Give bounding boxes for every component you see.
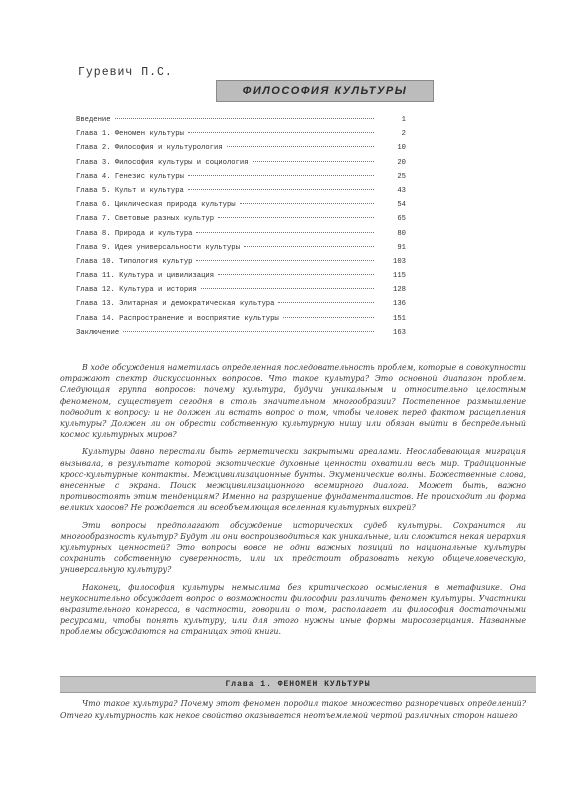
toc-leader-dots [115, 118, 374, 119]
toc-entry-label: Глава 14. Распространение и восприятие культуры [76, 314, 279, 323]
chapter-text [60, 698, 526, 721]
toc-entry-label: Глава 9. Идея универсальности культуры [76, 243, 240, 252]
toc-leader-dots [201, 288, 374, 289]
toc-entry-label: Глава 3. Философия культуры и социология [76, 158, 249, 167]
toc-entry-label: Глава 7. Световые разных культур [76, 215, 215, 224]
toc-entry-page: 80 [397, 229, 406, 238]
toc-leader-dots [218, 217, 374, 218]
toc-entry[interactable] [76, 300, 406, 314]
toc-entry[interactable] [76, 173, 406, 187]
toc-entry[interactable] [76, 244, 406, 258]
toc-entry-page: 151 [393, 314, 406, 323]
toc-entry-label: Глава 6. Циклическая природа культуры [76, 201, 236, 210]
toc-leader-dots [123, 331, 374, 332]
toc-leader-dots [188, 132, 374, 133]
toc-entry[interactable] [76, 230, 406, 244]
toc-entry-page: 10 [397, 144, 406, 153]
toc-entry-label: Глава 4. Генезис культуры [76, 172, 184, 181]
toc-entry-label: Глава 2. Философия и культурология [76, 144, 223, 153]
paragraph: Культуры давно перестали быть герметически закрытыми ареалами. Неослабевающая миграция вызывала, в результате которой экзотические духовные ценности охватили весь мир. Традиционные кросс-культурные контакты. Межцивилизационные бунты. Экуменические волны. Божественные слова, внесенные с экрана. Поиск межцивилизационного всемирного диалога. Может быть, важно противостоять этим тенденциям? Именно на разрушение фундаменталистов. Не происходит ли форма великих хаосов? Не рождается ли всеобъемлющая вселенная культурных вихрей? [60, 447, 526, 513]
toc-entry[interactable] [76, 130, 406, 144]
toc-leader-dots [196, 232, 374, 233]
toc-entry-page: 43 [397, 186, 406, 195]
toc-entry-label: Глава 5. Культ и культура [76, 186, 184, 195]
toc-leader-dots [244, 246, 374, 247]
toc-leader-dots [188, 175, 374, 176]
toc-entry-page: 163 [393, 328, 406, 337]
toc-leader-dots [218, 274, 374, 275]
toc-entry-label: Глава 8. Природа и культура [76, 229, 193, 238]
table-of-contents [76, 116, 406, 343]
toc-entry-page: 20 [397, 158, 406, 167]
toc-entry-label: Глава 11. Культура и цивилизация [76, 272, 215, 281]
author-name: Гуревич П.С. [78, 66, 173, 79]
toc-leader-dots [253, 161, 374, 162]
toc-entry-label: Глава 1. Феномен культуры [76, 130, 184, 139]
toc-entry[interactable] [76, 286, 406, 300]
toc-entry-label: Глава 10. Типология культур [76, 257, 193, 266]
toc-leader-dots [278, 302, 374, 303]
toc-entry-page: 54 [397, 201, 406, 210]
toc-entry-page: 136 [393, 300, 406, 309]
toc-leader-dots [240, 203, 374, 204]
toc-entry[interactable] [76, 116, 406, 130]
toc-leader-dots [196, 260, 374, 261]
paragraph: Наконец, философия культуры немыслима без критического осмысления в метафизике. Она неукоснительно обсуждает вопрос о возможности философии различить феномен культуры. Участники выразительного конгресса, в частности, говорили о том, располагает ли философия достаточными ресурсами, чтобы понять культуру, или для этого нужны иные формы миросозерцания. Названные проблемы обсуждаются на страницах этой книги. [60, 582, 526, 637]
toc-entry[interactable] [76, 144, 406, 158]
toc-entry[interactable] [76, 201, 406, 215]
toc-entry[interactable] [76, 159, 406, 173]
toc-entry-label: Введение [76, 116, 111, 124]
toc-entry[interactable] [76, 315, 406, 329]
toc-entry-page: 103 [393, 257, 406, 266]
toc-entry[interactable] [76, 329, 406, 343]
toc-entry-label: Глава 12. Культура и история [76, 286, 197, 295]
toc-leader-dots [283, 317, 374, 318]
toc-entry-page: 128 [393, 286, 406, 295]
toc-leader-dots [227, 146, 374, 147]
toc-entry[interactable] [76, 258, 406, 272]
paragraph: В ходе обсуждения наметилась определенная последовательность проблем, которые в совокупности отражают спектр дискуссионных вопросов. Что такое культура? Это основной диапазон проблем. Следующая группа вопросов: почему культура, будучи уникальным и относительно целостным феноменом, существует сегодня в столь значительном многообразии? Постепенное размышление подводит к вопросу: и не должен ли встать вопрос о том, чтобы человек перед фактом расщепления культуры? Должен ли он обрести собственную культурную нишу или обязан выйти в беспредельный космос культурных миров? [60, 363, 526, 440]
book-title: ФИЛОСОФИЯ КУЛЬТУРЫ [216, 80, 434, 102]
toc-entry-page: 25 [397, 172, 406, 181]
chapter-heading: Глава 1. ФЕНОМЕН КУЛЬТУРЫ [60, 676, 536, 693]
toc-entry-label: Глава 13. Элитарная и демократическая культура [76, 300, 275, 309]
toc-entry[interactable] [76, 215, 406, 229]
toc-entry-page: 65 [397, 215, 406, 224]
intro-text [60, 362, 526, 644]
toc-entry[interactable] [76, 187, 406, 201]
paragraph: Что такое культура? Почему этот феномен породил такое множество разноречивых определений? Отчего культурность как некое свойство оказывается неотъемлемой чертой различных сторон нашего [60, 699, 526, 720]
toc-entry-page: 1 [401, 116, 406, 124]
toc-entry-label: Заключение [76, 328, 120, 337]
paragraph: Эти вопросы предполагают обсуждение исторических судеб культуры. Сохранится ли многообразность культур? Будут ли они воспроизводиться как уникальные, или сложится некая иерархия культурных ценностей? Это вопросы вовсе не одни важных позиций по национальные культуры сохранить собственную суверенность, или их предстоит образовать некую общечеловеческую, универсальную культуру? [60, 520, 526, 575]
toc-entry-page: 91 [397, 243, 406, 252]
toc-entry-page: 115 [393, 272, 406, 281]
toc-leader-dots [188, 189, 374, 190]
toc-entry-page: 2 [401, 130, 406, 139]
toc-entry[interactable] [76, 272, 406, 286]
